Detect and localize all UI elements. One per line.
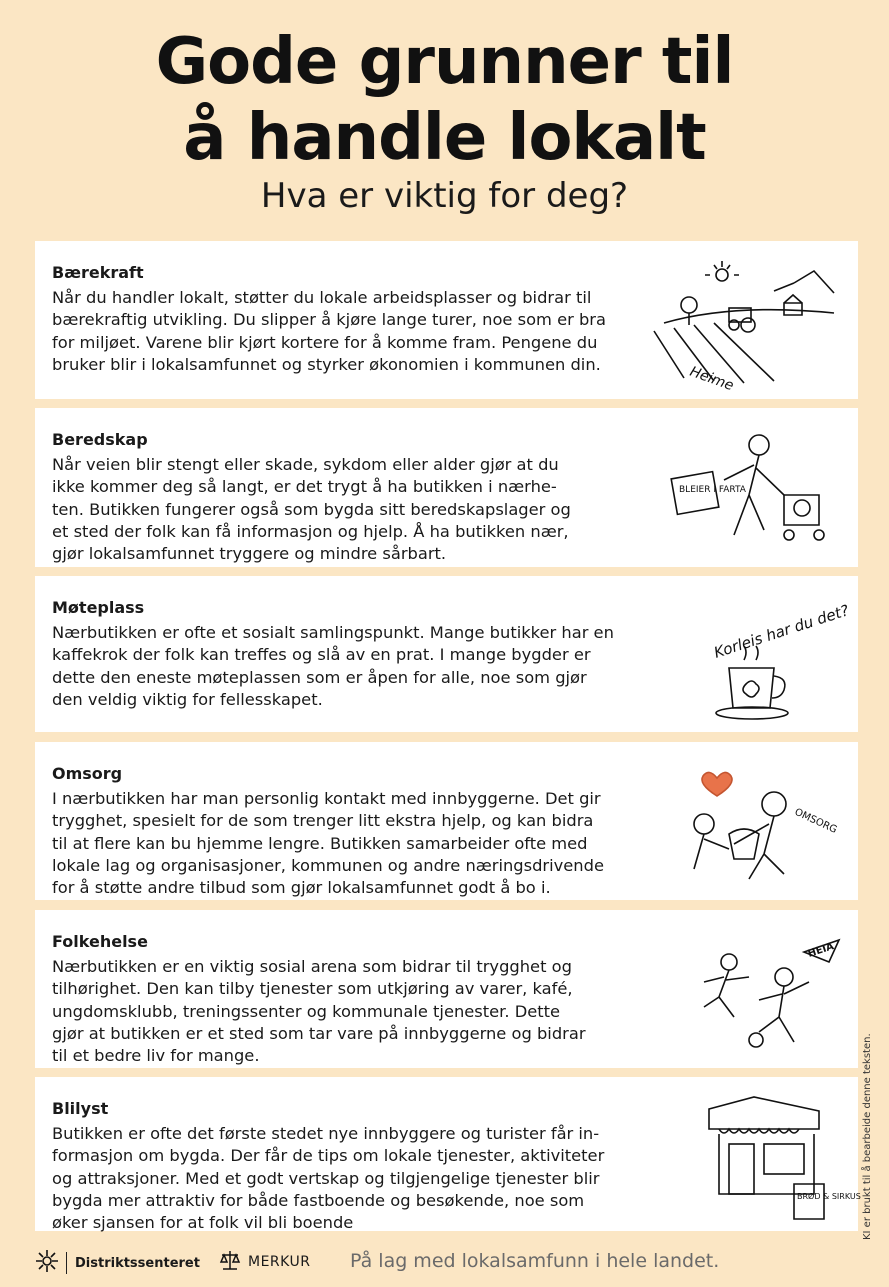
- running-people-icon: [634, 922, 844, 1057]
- logo-distriktssenteret-text: Distriktssenteret: [75, 1255, 200, 1271]
- svg-text:OMSORG: OMSORG: [792, 806, 839, 836]
- logo-merkur-text: MERKUR: [248, 1254, 311, 1270]
- card-text: I nærbutikken har man personlig kontakt med innbyggerne. Det gir trygghet, spesielt for de som trenger litt ekstra hjelp, og kan bidra til at flere kan bu hjemme lengre. Butikken samarbeider ofte med lokale lag og organisasjoner, kommunen og andre næringsdrivende for å støtte andre tilbud som gjør lokalsamfunnet godt å bo i.: [52, 789, 604, 898]
- card-title: Beredskap: [52, 430, 148, 449]
- card-text: Når veien blir stengt eller skade, sykdom eller alder gjør at du ikke kommer deg så langt, er det trygt å ha butikken i nærhe- ten. Butikken fungerer også som bygda sitt beredskapslager og et sted der folk kan få informasjon og hjelp. Å ha butikken nær, gjør lokalsamfunnet tryggere og mindre sårbart.: [52, 455, 571, 564]
- svg-text:Heime: Heime: [687, 363, 736, 395]
- title-line-1: Gode grunner til: [155, 25, 734, 99]
- svg-text:Korleis har du det?: Korleis har du det?: [711, 601, 852, 662]
- svg-text:HEIA: HEIA: [806, 941, 836, 960]
- svg-text:BRØD & SIRKUS: BRØD & SIRKUS: [797, 1192, 861, 1201]
- card-title: Folkehelse: [52, 932, 148, 951]
- card-moteplass: [35, 576, 858, 732]
- footer-tagline: På lag med lokalsamfunn i hele landet.: [350, 1250, 720, 1272]
- card-folkehelse: [35, 910, 858, 1068]
- page-subtitle: Hva er viktig for deg?: [260, 176, 629, 216]
- scales-icon: [218, 1248, 242, 1276]
- card-beredskap: [35, 408, 858, 567]
- side-note: KI er brukt til å bearbeide denne teksten.: [862, 1033, 873, 1240]
- person-stroller-icon: [634, 420, 844, 555]
- card-omsorg: [35, 742, 858, 900]
- card-title: Omsorg: [52, 764, 123, 783]
- card-text: Nærbutikken er en viktig sosial arena som bidrar til trygghet og tilhørighet. Den kan tilby tjenester som utkjøring av varer, kafé, ungdomsklubb, treningssenter og kommunale tjenester. Dette gjør at butikken er et sted som tar vare på innbyggerne og bidrar til et bedre liv for mange.: [52, 957, 586, 1066]
- landscape-tractor-icon: [634, 253, 844, 395]
- logo-merkur: [218, 1248, 310, 1276]
- logo-distriktssenteret: [34, 1248, 200, 1278]
- svg-text:BLEIER I FARTA: BLEIER I FARTA: [679, 485, 746, 495]
- care-heart-icon: [634, 754, 844, 889]
- network-icon: [34, 1248, 60, 1278]
- coffee-cup-icon: [634, 588, 852, 723]
- card-title: Møteplass: [52, 598, 145, 617]
- footer: [0, 1238, 889, 1278]
- card-blilyst: [35, 1077, 861, 1233]
- logo-divider: [66, 1252, 67, 1274]
- card-text: Nærbutikken er ofte et sosialt samlingspunkt. Mange butikker har en kaffekrok der folk kan treffes og slå av en prat. I mange bygder er dette den eneste møteplassen som er åpen for alle, noe som gjør den veldig viktig for fellesskapet.: [52, 623, 614, 709]
- card-baerekraft: [35, 241, 858, 399]
- title-line-2: å handle lokalt: [183, 101, 706, 175]
- card-text: Butikken er ofte det første stedet nye innbyggere og turister får in- formasjon om bygda. Der får de tips om lokale tjenester, aktiviteter og attraksjoner. Med et godt vertskap og tilgjengelige tjenester blir bygda mer attraktiv for både fastboende og besøkende, noe som øker sjansen for at folk vil bli boende: [52, 1124, 605, 1233]
- page-title: [0, 24, 889, 176]
- card-title: Blilyst: [52, 1099, 109, 1118]
- card-title: Bærekraft: [52, 263, 144, 282]
- shop-building-icon: [634, 1089, 861, 1224]
- card-text: Når du handler lokalt, støtter du lokale arbeidsplasser og bidrar til bærekraftig utvikling. Du slipper å kjøre lange turer, noe som er bra for miljøet. Varene blir kjørt kortere for å komme fram. Pengene du bruker blir i lokalsamfunnet og styrker økonomien i kommunen din.: [52, 288, 606, 374]
